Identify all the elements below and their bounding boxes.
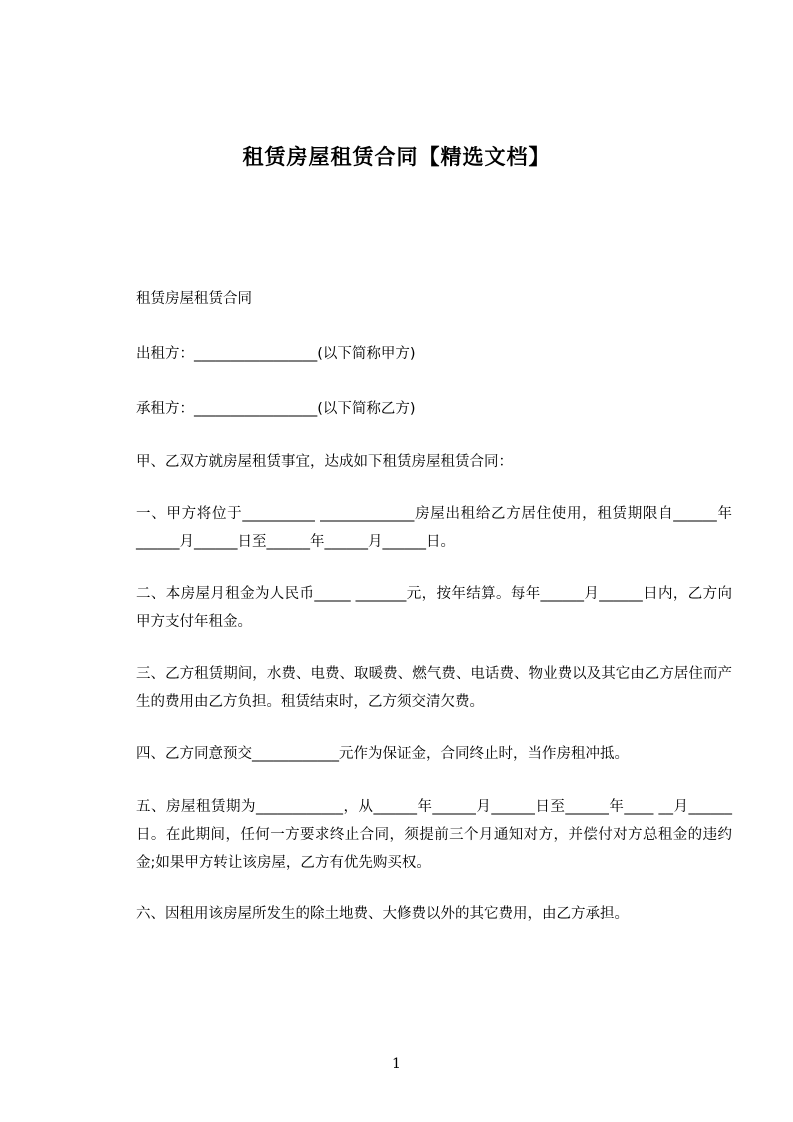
intro-paragraph: 甲、乙双方就房屋租赁事宜，达成如下租赁房屋租赁合同： (136, 454, 513, 470)
document-title: 租赁房屋租赁合同【精选文档】 (242, 145, 551, 169)
article-6: 六、因租用该房屋所发生的除土地费、大修费以外的其它费用，由乙方承担。 (136, 906, 629, 922)
article-4: 四、乙方同意预交____________元作为保证金，合同终止时，当作房租冲抵。 (136, 746, 629, 762)
article-3: 三、乙方租赁期间，水费、电费、取暖费、燃气费、电话费、物业费以及其它由乙方居住而产生的费用由乙方负担。租赁结束时，乙方须交清欠费。 (136, 666, 732, 710)
contract-subtitle: 租赁房屋租赁合同 (136, 291, 252, 307)
page-number: 1 (392, 1056, 401, 1072)
article-5: 五、房屋租赁期为____________，从______年______月______日至______年____ __月______日。在此期间，任何一方要求终止合同，须提前三个月通知对方，并偿付对方总租金的违约金;如果甲方转让该房屋，乙方有优先购买权。 (136, 799, 732, 871)
article-2: 二、本房屋月租金为人民币_____ _______元，按年结算。每年______月______日内，乙方向甲方支付年租金。 (136, 586, 732, 630)
lessee-line: 承租方：_________________(以下简称乙方) (136, 401, 416, 417)
lessor-line: 出租方：_________________(以下简称甲方) (136, 346, 416, 362)
article-1: 一、甲方将位于__________ _____________房屋出租给乙方居住使用，租赁期限自______年______月______日至______年______月______日。 (136, 506, 732, 550)
